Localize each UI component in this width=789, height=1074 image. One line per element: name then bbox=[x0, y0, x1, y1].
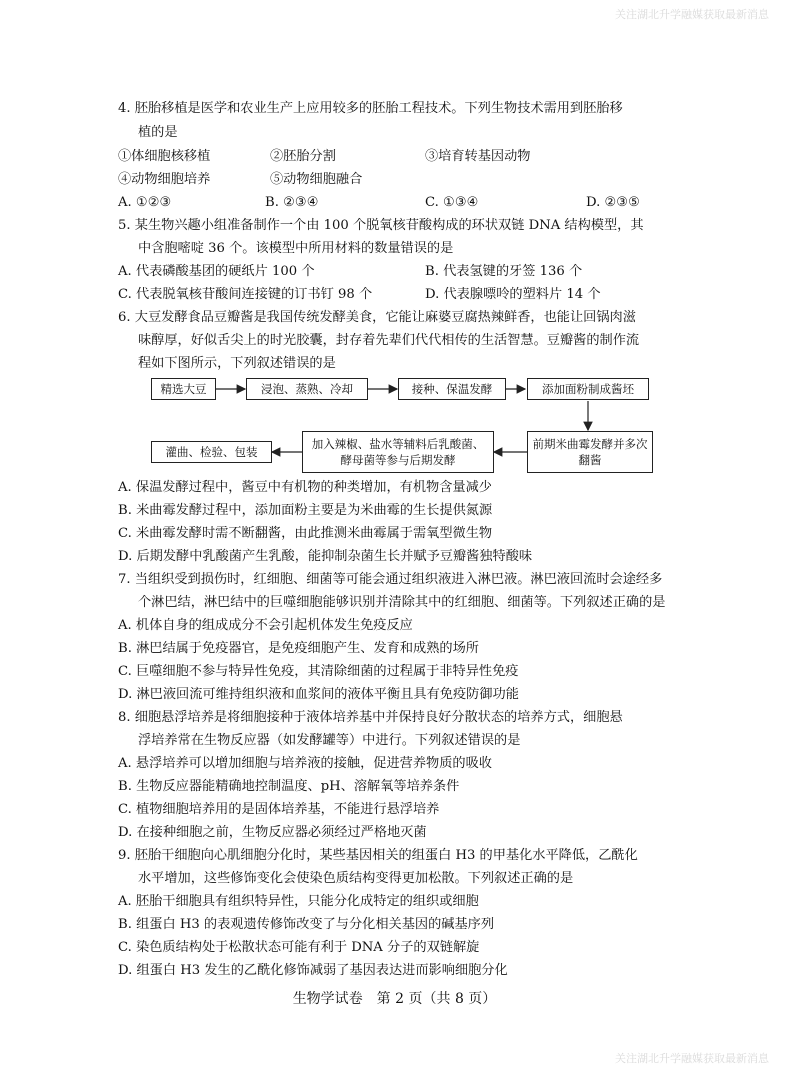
q5-option-c: C. 代表脱氧核苷酸间连接键的订书钉 98 个 bbox=[118, 287, 373, 302]
flow-step-late-fermentation: 加入辣椒、盐水等辅料后乳酸菌、酵母菌等参与后期发酵 bbox=[302, 431, 494, 473]
flow-step-inoculate-ferment: 接种、保温发酵 bbox=[398, 378, 506, 400]
q6-stem-line-1: 6. 大豆发酵食品豆瓣酱是我国传统发酵美食，它能让麻婆豆腐热辣鲜香，也能让回锅肉滋 bbox=[118, 310, 636, 325]
q4-stem-line-1: 4. 胚胎移植是医学和农业生产上应用较多的胚胎工程技术。下列生物技术需用到胚胎移 bbox=[118, 101, 623, 116]
q5-stem-line-2: 中含胞嘧啶 36 个。该模型中所用材料的数量错误的是 bbox=[138, 241, 454, 256]
q7-option-c: C. 巨噬细胞不参与特异性免疫，其清除细菌的过程属于非特异性免疫 bbox=[118, 664, 519, 679]
q7-option-b: B. 淋巴结属于免疫器官，是免疫细胞产生、发育和成熟的场所 bbox=[118, 641, 479, 656]
q6-option-a: A. 保温发酵过程中，酱豆中有机物的种类增加，有机物含量减少 bbox=[118, 480, 492, 495]
q7-option-d: D. 淋巴液回流可维持组织液和血浆间的液体平衡且具有免疫防御功能 bbox=[118, 687, 519, 702]
q9-option-d: D. 组蛋白 H3 发生的乙酰化修饰减弱了基因表达进而影响细胞分化 bbox=[118, 963, 508, 978]
flow-step-select-beans: 精选大豆 bbox=[151, 378, 216, 400]
q6-stem-line-3: 程如下图所示，下列叙述错误的是 bbox=[138, 356, 336, 371]
watermark-top: 关注湖北升学融媒获取最新消息 bbox=[615, 8, 769, 21]
q4-item: ①体细胞核移植 bbox=[118, 149, 211, 164]
q6-stem-line-2: 味醇厚，好似舌尖上的时光胶囊，封存着先辈们代代相传的生活智慧。豆瓣酱的制作流 bbox=[138, 333, 640, 348]
flow-step-packaging: 灌曲、检验、包装 bbox=[151, 441, 272, 463]
q5-option-a: A. 代表磷酸基团的硬纸片 100 个 bbox=[118, 264, 315, 279]
q5-stem-line-1: 5. 某生物兴趣小组准备制作一个由 100 个脱氧核苷酸构成的环状双链 DNA 结构模型，其 bbox=[118, 218, 644, 233]
q4-item: ②胚胎分割 bbox=[270, 149, 336, 164]
q9-option-a: A. 胚胎干细胞具有组织特异性，只能分化成特定的组织或细胞 bbox=[118, 894, 479, 909]
q4-item: ④动物细胞培养 bbox=[118, 172, 211, 187]
q9-stem-line-2: 水平增加，这些修饰变化会使染色质结构变得更加松散。下列叙述正确的是 bbox=[138, 871, 574, 886]
q8-option-c: C. 植物细胞培养用的是固体培养基，不能进行悬浮培养 bbox=[118, 802, 440, 817]
q7-stem-line-2: 个淋巴结，淋巴结中的巨噬细胞能够识别并清除其中的红细胞、细菌等。下列叙述正确的是 bbox=[138, 595, 666, 610]
q6-option-b: B. 米曲霉发酵过程中，添加面粉主要是为米曲霉的生长提供氮源 bbox=[118, 503, 493, 518]
q9-option-c: C. 染色质结构处于松散状态可能有利于 DNA 分子的双链解旋 bbox=[118, 940, 480, 955]
q6-option-d: D. 后期发酵中乳酸菌产生乳酸，能抑制杂菌生长并赋予豆瓣酱独特酸味 bbox=[118, 549, 533, 564]
q6-option-c: C. 米曲霉发酵时需不断翻酱，由此推测米曲霉属于需氧型微生物 bbox=[118, 526, 493, 541]
q4-option-a: A. ①②③ bbox=[118, 195, 172, 210]
q7-stem-line-1: 7. 当组织受到损伤时，红细胞、细菌等可能会通过组织液进入淋巴液。淋巴液回流时会途经多 bbox=[118, 572, 663, 587]
q4-item: ⑤动物细胞融合 bbox=[270, 172, 363, 187]
q4-stem-line-2: 植的是 bbox=[138, 125, 178, 140]
flow-step-add-flour: 添加面粉制成酱坯 bbox=[527, 378, 649, 400]
q8-stem-line-1: 8. 细胞悬浮培养是将细胞接种于液体培养基中并保持良好分散状态的培养方式，细胞悬 bbox=[118, 710, 623, 725]
q9-stem-line-1: 9. 胚胎干细胞向心肌细胞分化时，某些基因相关的组蛋白 H3 的甲基化水平降低，乙酰化 bbox=[118, 848, 638, 863]
q8-stem-line-2: 浮培养常在生物反应器（如发酵罐等）中进行。下列叙述错误的是 bbox=[138, 733, 521, 748]
q8-option-b: B. 生物反应器能精确地控制温度、pH、溶解氧等培养条件 bbox=[118, 779, 460, 794]
q5-option-d: D. 代表腺嘌呤的塑料片 14 个 bbox=[425, 287, 601, 302]
q8-option-d: D. 在接种细胞之前，生物反应器必须经过严格地灭菌 bbox=[118, 825, 427, 840]
q7-option-a: A. 机体自身的组成成分不会引起机体发生免疫反应 bbox=[118, 618, 413, 633]
q4-item: ③培育转基因动物 bbox=[425, 149, 531, 164]
q9-option-b: B. 组蛋白 H3 的表观遗传修饰改变了与分化相关基因的碱基序列 bbox=[118, 917, 495, 932]
q5-option-b: B. 代表氢键的牙签 136 个 bbox=[425, 264, 583, 279]
page-footer: 生物学试卷 第 2 页（共 8 页） bbox=[292, 991, 497, 1007]
q8-option-a: A. 悬浮培养可以增加细胞与培养液的接触，促进营养物质的吸收 bbox=[118, 756, 492, 771]
watermark-bottom: 关注湖北升学融媒获取最新消息 bbox=[615, 1052, 769, 1065]
flow-step-soak-steam-cool: 浸泡、蒸熟、冷却 bbox=[246, 378, 368, 400]
flow-step-early-fermentation: 前期米曲霉发酵并多次翻酱 bbox=[527, 431, 653, 473]
q4-option-c: C. ①③④ bbox=[425, 195, 479, 210]
q4-option-d: D. ②③⑤ bbox=[586, 195, 640, 210]
q4-option-b: B. ②③④ bbox=[265, 195, 319, 210]
